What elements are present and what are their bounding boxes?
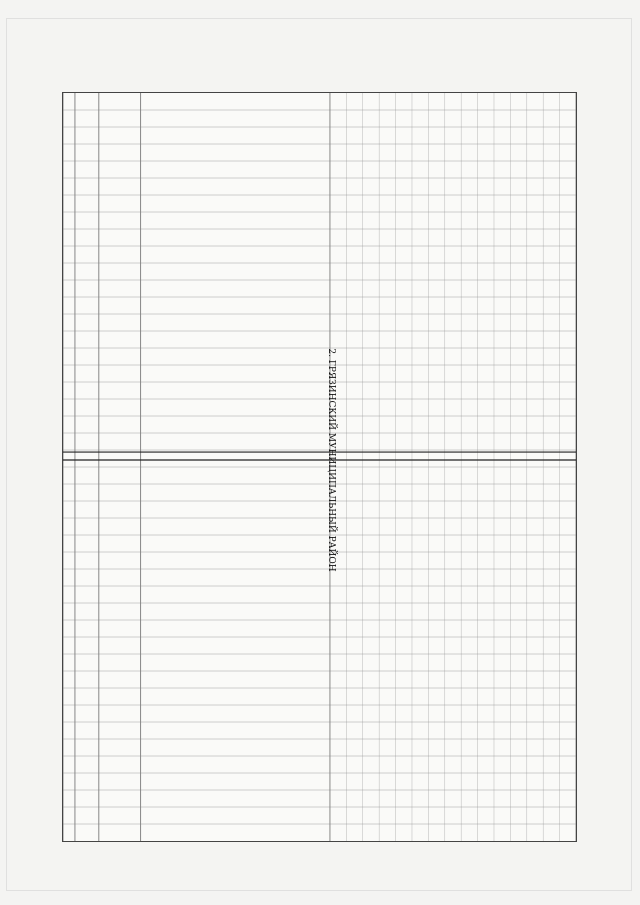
table-frame [62,92,577,842]
section-heading: 2. ГРЯЗИНСКИЙ МУНИЦИПАЛЬНЫЙ РАЙОН [326,348,336,572]
table-grid [63,93,576,841]
